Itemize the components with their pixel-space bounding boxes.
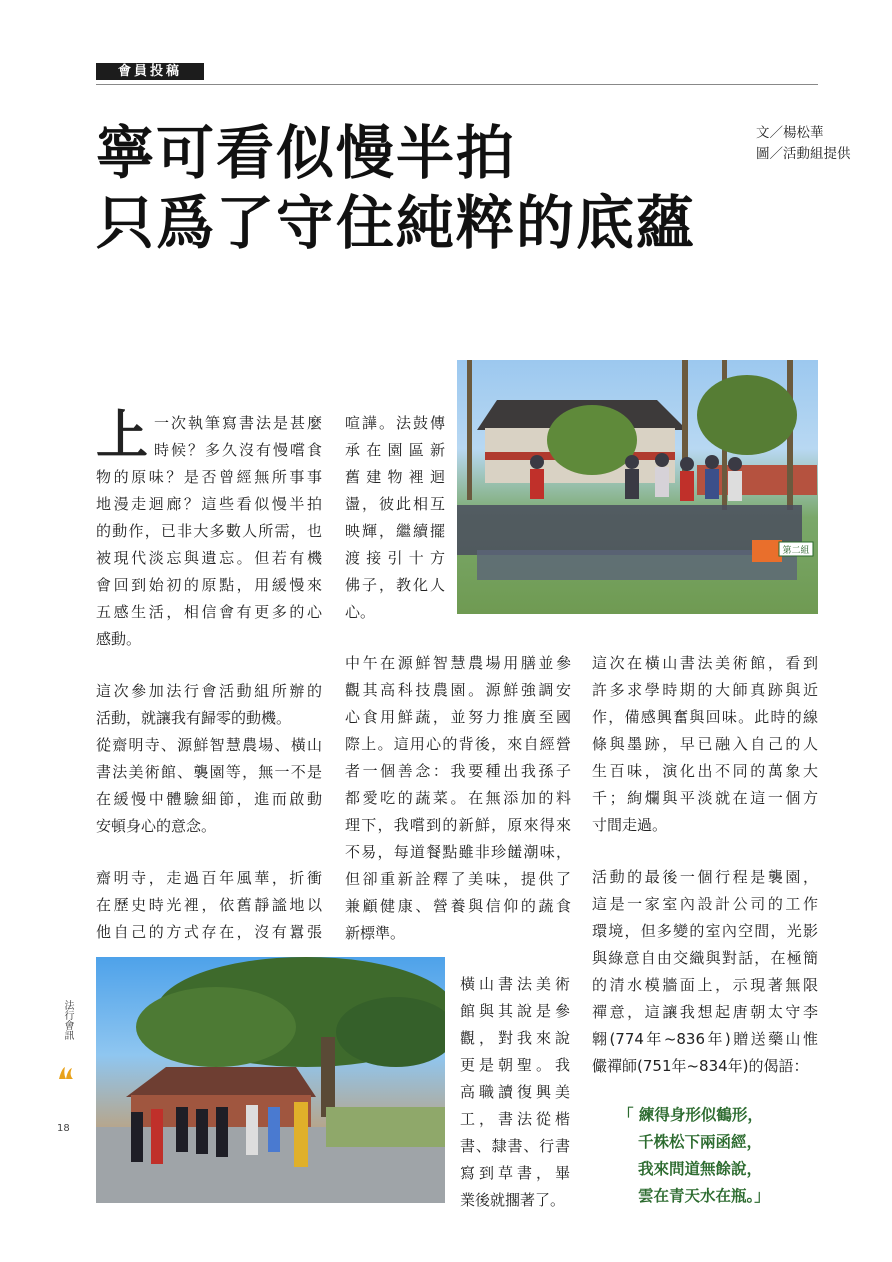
col3-p2-l2: 這是一家室內設計公司的工作 — [592, 895, 818, 913]
col2-p2-l6: 都愛吃的蔬菜。在無添加的料 — [345, 789, 571, 807]
col1-p1-l3: 物的原味？是否曾經無所事事 — [96, 468, 322, 486]
col3-p1-l7: 寸間走過。 — [592, 816, 668, 834]
header-divider — [96, 84, 818, 85]
col2-p1-l3: 舊建物裡迴 — [345, 468, 445, 486]
author-credit: 文／楊松華 — [756, 125, 824, 141]
page-number: 18 — [57, 1123, 70, 1134]
col2-p3-l9: 業後就擱著了。 — [460, 1191, 566, 1209]
col2-p2-l9: 但卻重新詮釋了美味，提供了 — [345, 870, 571, 888]
col2-p3-l7: 書、隸書、行書 — [460, 1137, 570, 1155]
col1-p1-l5: 的動作，已非大多數人所需，也 — [96, 522, 322, 540]
col2-p2-l1: 中午在源鮮智慧農場用膳並參 — [345, 654, 571, 672]
col2-p2-l7: 理下，我嚐到的新鮮，原來得來 — [345, 816, 571, 834]
col2-paragraph-3 — [460, 971, 570, 1214]
col2-p2-l2: 觀其高科技農園。源鮮強調安 — [345, 681, 571, 699]
col1-p2-l1: 這次參加法行會活動組所辦的 — [96, 682, 322, 700]
group-photo — [457, 360, 818, 614]
calligraphy-museum-photo — [96, 957, 445, 1203]
col2-p1-l2: 承在園區新 — [345, 441, 445, 459]
col1-p3-l2: 在歷史時光裡，依舊靜謐地以 — [96, 896, 322, 914]
col3-p1-l4: 條與墨跡，早已融入自己的人 — [592, 735, 818, 753]
col3-p2-l7: 翺(774年~836年)贈送藥山惟 — [592, 1030, 818, 1048]
col2-p2-l8: 不易，每道餐點雖非珍饈潮味， — [345, 843, 571, 861]
verse-line-1: 「 練得身形似鶴形， — [618, 1106, 763, 1124]
col2-p2-l5: 者一個善念：我要種出我孫子 — [345, 762, 571, 780]
title-line-2: 只爲了守住純粹的底蘊 — [96, 189, 697, 257]
col2-p1-l8: 心。 — [345, 603, 376, 621]
col3-p2-l6: 禪意，這讓我想起唐朝太守李 — [592, 1003, 818, 1021]
col2-p3-l6: 工，書法從楷 — [460, 1110, 570, 1128]
col3-p1-l5: 生百味，演化出不同的萬象大 — [592, 762, 818, 780]
col2-p2-l10: 兼顧健康、營養與信仰的蔬食 — [345, 897, 571, 915]
col3-p2-l3: 環境，但多變的室內空間，光影 — [592, 922, 818, 940]
col1-p2-l3: 從齋明寺、源鮮智慧農場、橫山 — [96, 736, 322, 754]
col2-paragraph-2 — [345, 650, 571, 947]
col3-paragraph-1 — [592, 650, 818, 839]
verse-line-2: 千株松下兩函經， — [638, 1133, 763, 1151]
article-title — [96, 118, 736, 258]
section-tag: 會員投稿 — [96, 63, 204, 80]
col1-paragraph-1 — [96, 405, 322, 653]
col2-p2-l4: 際上。這用心的背後，來自經營 — [345, 735, 571, 753]
col2-p3-l1: 橫山書法美術 — [460, 975, 570, 993]
col3-p1-l2: 許多求學時期的大師真跡與近 — [592, 681, 818, 699]
col2-p1-l6: 渡接引十方 — [345, 549, 445, 567]
col1-paragraph-2 — [96, 678, 322, 840]
article-credits — [756, 123, 851, 165]
col3-p2-l8: 儼禪師(751年~834年)的偈語： — [592, 1057, 809, 1075]
publication-logo-icon — [57, 1065, 75, 1081]
col3-p1-l3: 作，備感興奮與回味。此時的線 — [592, 708, 818, 726]
museum-photo-illustration — [96, 957, 445, 1203]
col2-p3-l5: 高職讀復興美 — [460, 1083, 570, 1101]
col2-p3-l4: 更是朝聖。我 — [460, 1056, 570, 1074]
col3-p2-l5: 的清水模牆面上，示現著無限 — [592, 976, 818, 994]
group-banner-text: 第二組 — [782, 546, 810, 556]
col1-p2-l4: 書法美術館、襲園等，無一不是 — [96, 763, 322, 781]
verse-line-3: 我來問道無餘說， — [638, 1160, 763, 1178]
title-line-1: 寧可看似慢半拍 — [96, 119, 517, 187]
col1-p3-l1: 齋明寺，走過百年風華，折衝 — [96, 869, 322, 887]
col2-p1-l1: 喧譁。法鼓傳 — [345, 414, 445, 432]
col2-p3-l8: 寫到草書，畢 — [460, 1164, 570, 1182]
col3-p2-l1: 活動的最後一個行程是襲園， — [592, 868, 818, 886]
col2-p3-l3: 觀，對我來說 — [460, 1029, 570, 1047]
verse-line-4: 雲在青天水在瓶。」 — [638, 1187, 770, 1205]
publication-name: 法行會訊 — [62, 1000, 73, 1040]
col2-p2-l3: 心食用鮮蔬，並努力推廣至國 — [345, 708, 571, 726]
col1-p1-l2: 時候？多久沒有慢嚐食 — [154, 441, 322, 459]
col2-p3-l2: 館與其說是參 — [460, 1002, 570, 1020]
col1-p1-l7: 會回到始初的原點，用緩慢來 — [96, 576, 322, 594]
col3-p2-l4: 與綠意自由交織與對話，在極簡 — [592, 949, 818, 967]
col2-p1-l5: 映輝，繼續擺 — [345, 522, 445, 540]
col2-paragraph-1 — [345, 410, 445, 626]
col1-p2-l6: 安頓身心的意念。 — [96, 817, 217, 835]
col1-p1-l4: 地漫走迴廊？這些看似慢半拍 — [96, 495, 322, 513]
col2-p1-l4: 盪，彼此相互 — [345, 495, 445, 513]
col1-p1-l8: 五感生活，相信會有更多的心 — [96, 603, 322, 621]
group-photo-illustration — [457, 360, 818, 614]
drop-cap: 上 — [96, 405, 149, 466]
col1-p1-l9: 感動。 — [96, 630, 142, 648]
col1-p2-l5: 在緩慢中體驗細節，進而啟動 — [96, 790, 322, 808]
col2-p1-l7: 佛子，教化人 — [345, 576, 445, 594]
col3-p1-l1: 這次在橫山書法美術館，看到 — [592, 654, 818, 672]
col1-p1-l1: 一次執筆寫書法是甚麼 — [154, 414, 322, 432]
photo-credit: 圖／活動組提供 — [756, 146, 851, 162]
poem-verse — [618, 1102, 818, 1210]
col3-paragraph-2 — [592, 864, 818, 1080]
col3-p1-l6: 千；絢爛與平淡就在這一個方 — [592, 789, 818, 807]
col1-p2-l2: 活動，就讓我有歸零的動機。 — [96, 709, 292, 727]
col1-p1-l6: 被現代淡忘與遺忘。但若有機 — [96, 549, 322, 567]
col1-p3-l3: 他自己的方式存在，沒有囂張 — [96, 923, 322, 941]
col1-paragraph-3 — [96, 865, 322, 946]
col2-p2-l11: 新標準。 — [345, 924, 406, 942]
